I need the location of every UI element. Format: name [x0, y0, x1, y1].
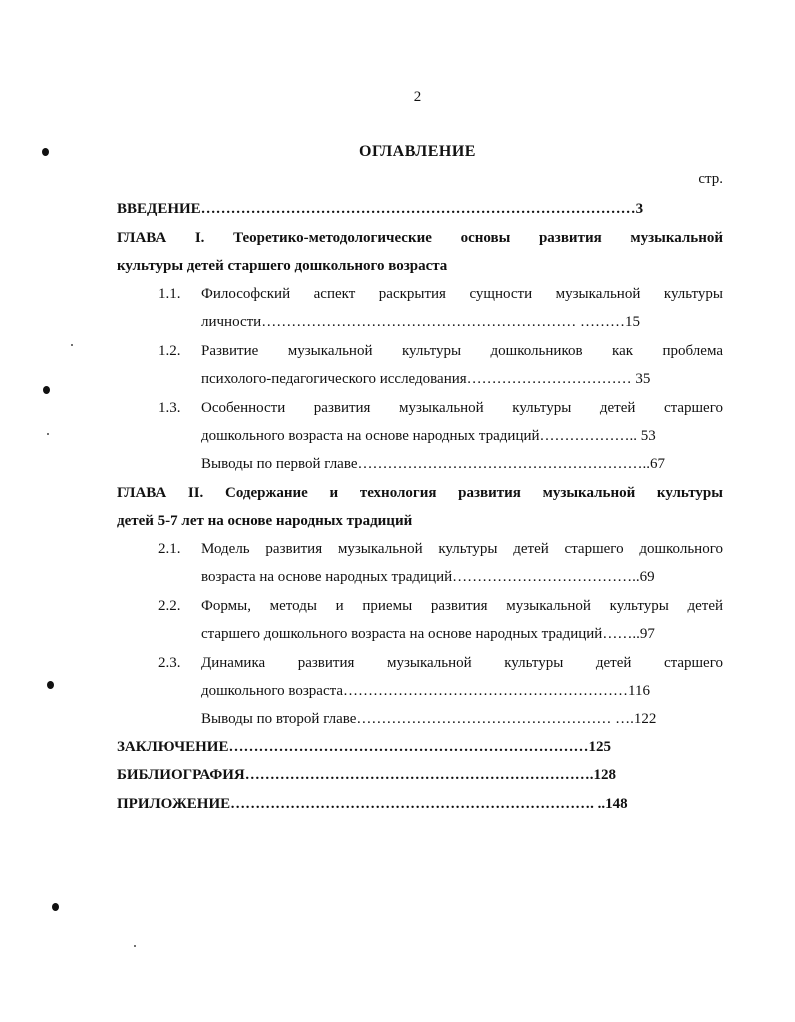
toc-section-2-3-line1: Динамика развития музыкальной культуры детей старшего: [201, 655, 723, 671]
toc-section-2-2-line2: старшего дошкольного возраста на основе народных традиций……..97: [201, 626, 655, 642]
page-column-label: стр.: [698, 171, 723, 187]
scan-mark: [43, 386, 50, 394]
toc-section-2-1-line2: возраста на основе народных традиций………………………………..69: [201, 569, 655, 585]
scan-speck: [71, 344, 73, 346]
toc-section-number: 2.3.: [158, 655, 181, 671]
scan-speck: [134, 945, 136, 947]
toc-appendix: ПРИЛОЖЕНИЕ………………………………………………………………. ..148: [117, 796, 628, 812]
scan-speck: [47, 433, 49, 435]
toc-bibliography: БИБЛИОГРАФИЯ…………………………………………………………….128: [117, 767, 616, 783]
toc-section-number: 1.2.: [158, 343, 181, 359]
toc-chapter1-conclusions: Выводы по первой главе…………………………………………………..67: [201, 456, 665, 472]
scan-mark: [47, 681, 54, 689]
toc-intro: ВВЕДЕНИЕ……………………………………………………………………………3: [117, 201, 644, 217]
toc-section-number: 1.3.: [158, 400, 181, 416]
toc-section-2-2-line1: Формы, методы и приемы развития музыкальной культуры детей: [201, 598, 723, 614]
page-title: ОГЛАВЛЕНИЕ: [359, 143, 476, 160]
page-number: 2: [413, 89, 422, 105]
scan-mark: [52, 903, 59, 911]
toc-chapter1-line2: культуры детей старшего дошкольного возраста: [117, 258, 448, 274]
toc-chapter2-conclusions: Выводы по второй главе…………………………………………… ….122: [201, 711, 657, 727]
toc-chapter2-line2: детей 5-7 лет на основе народных традиций: [117, 513, 413, 529]
toc-chapter2-line1: ГЛАВА II. Содержание и технология развития музыкальной культуры: [117, 485, 723, 501]
toc-section-2-1-line1: Модель развития музыкальной культуры детей старшего дошкольного: [201, 541, 723, 557]
toc-section-1-3-line1: Особенности развития музыкальной культуры детей старшего: [201, 400, 723, 416]
toc-conclusion: ЗАКЛЮЧЕНИЕ………………………………………………………………125: [117, 739, 611, 755]
toc-section-1-1-line2: личности……………………………………………………… ………15: [201, 314, 640, 330]
toc-chapter1-line1: ГЛАВА I. Теоретико-методологические основы развития музыкальной: [117, 230, 723, 246]
toc-section-number: 1.1.: [158, 286, 181, 302]
toc-section-number: 2.2.: [158, 598, 181, 614]
toc-section-1-2-line1: Развитие музыкальной культуры дошкольников как проблема: [201, 343, 723, 359]
toc-section-2-3-line2: дошкольного возраста…………………………………………………116: [201, 683, 650, 699]
toc-section-1-1-line1: Философский аспект раскрытия сущности музыкальной культуры: [201, 286, 723, 302]
toc-section-1-2-line2: психолого-педагогического исследования…………………………… 35: [201, 371, 651, 387]
toc-section-1-3-line2: дошкольного возраста на основе народных традиций……………….. 53: [201, 428, 656, 444]
toc-section-number: 2.1.: [158, 541, 181, 557]
